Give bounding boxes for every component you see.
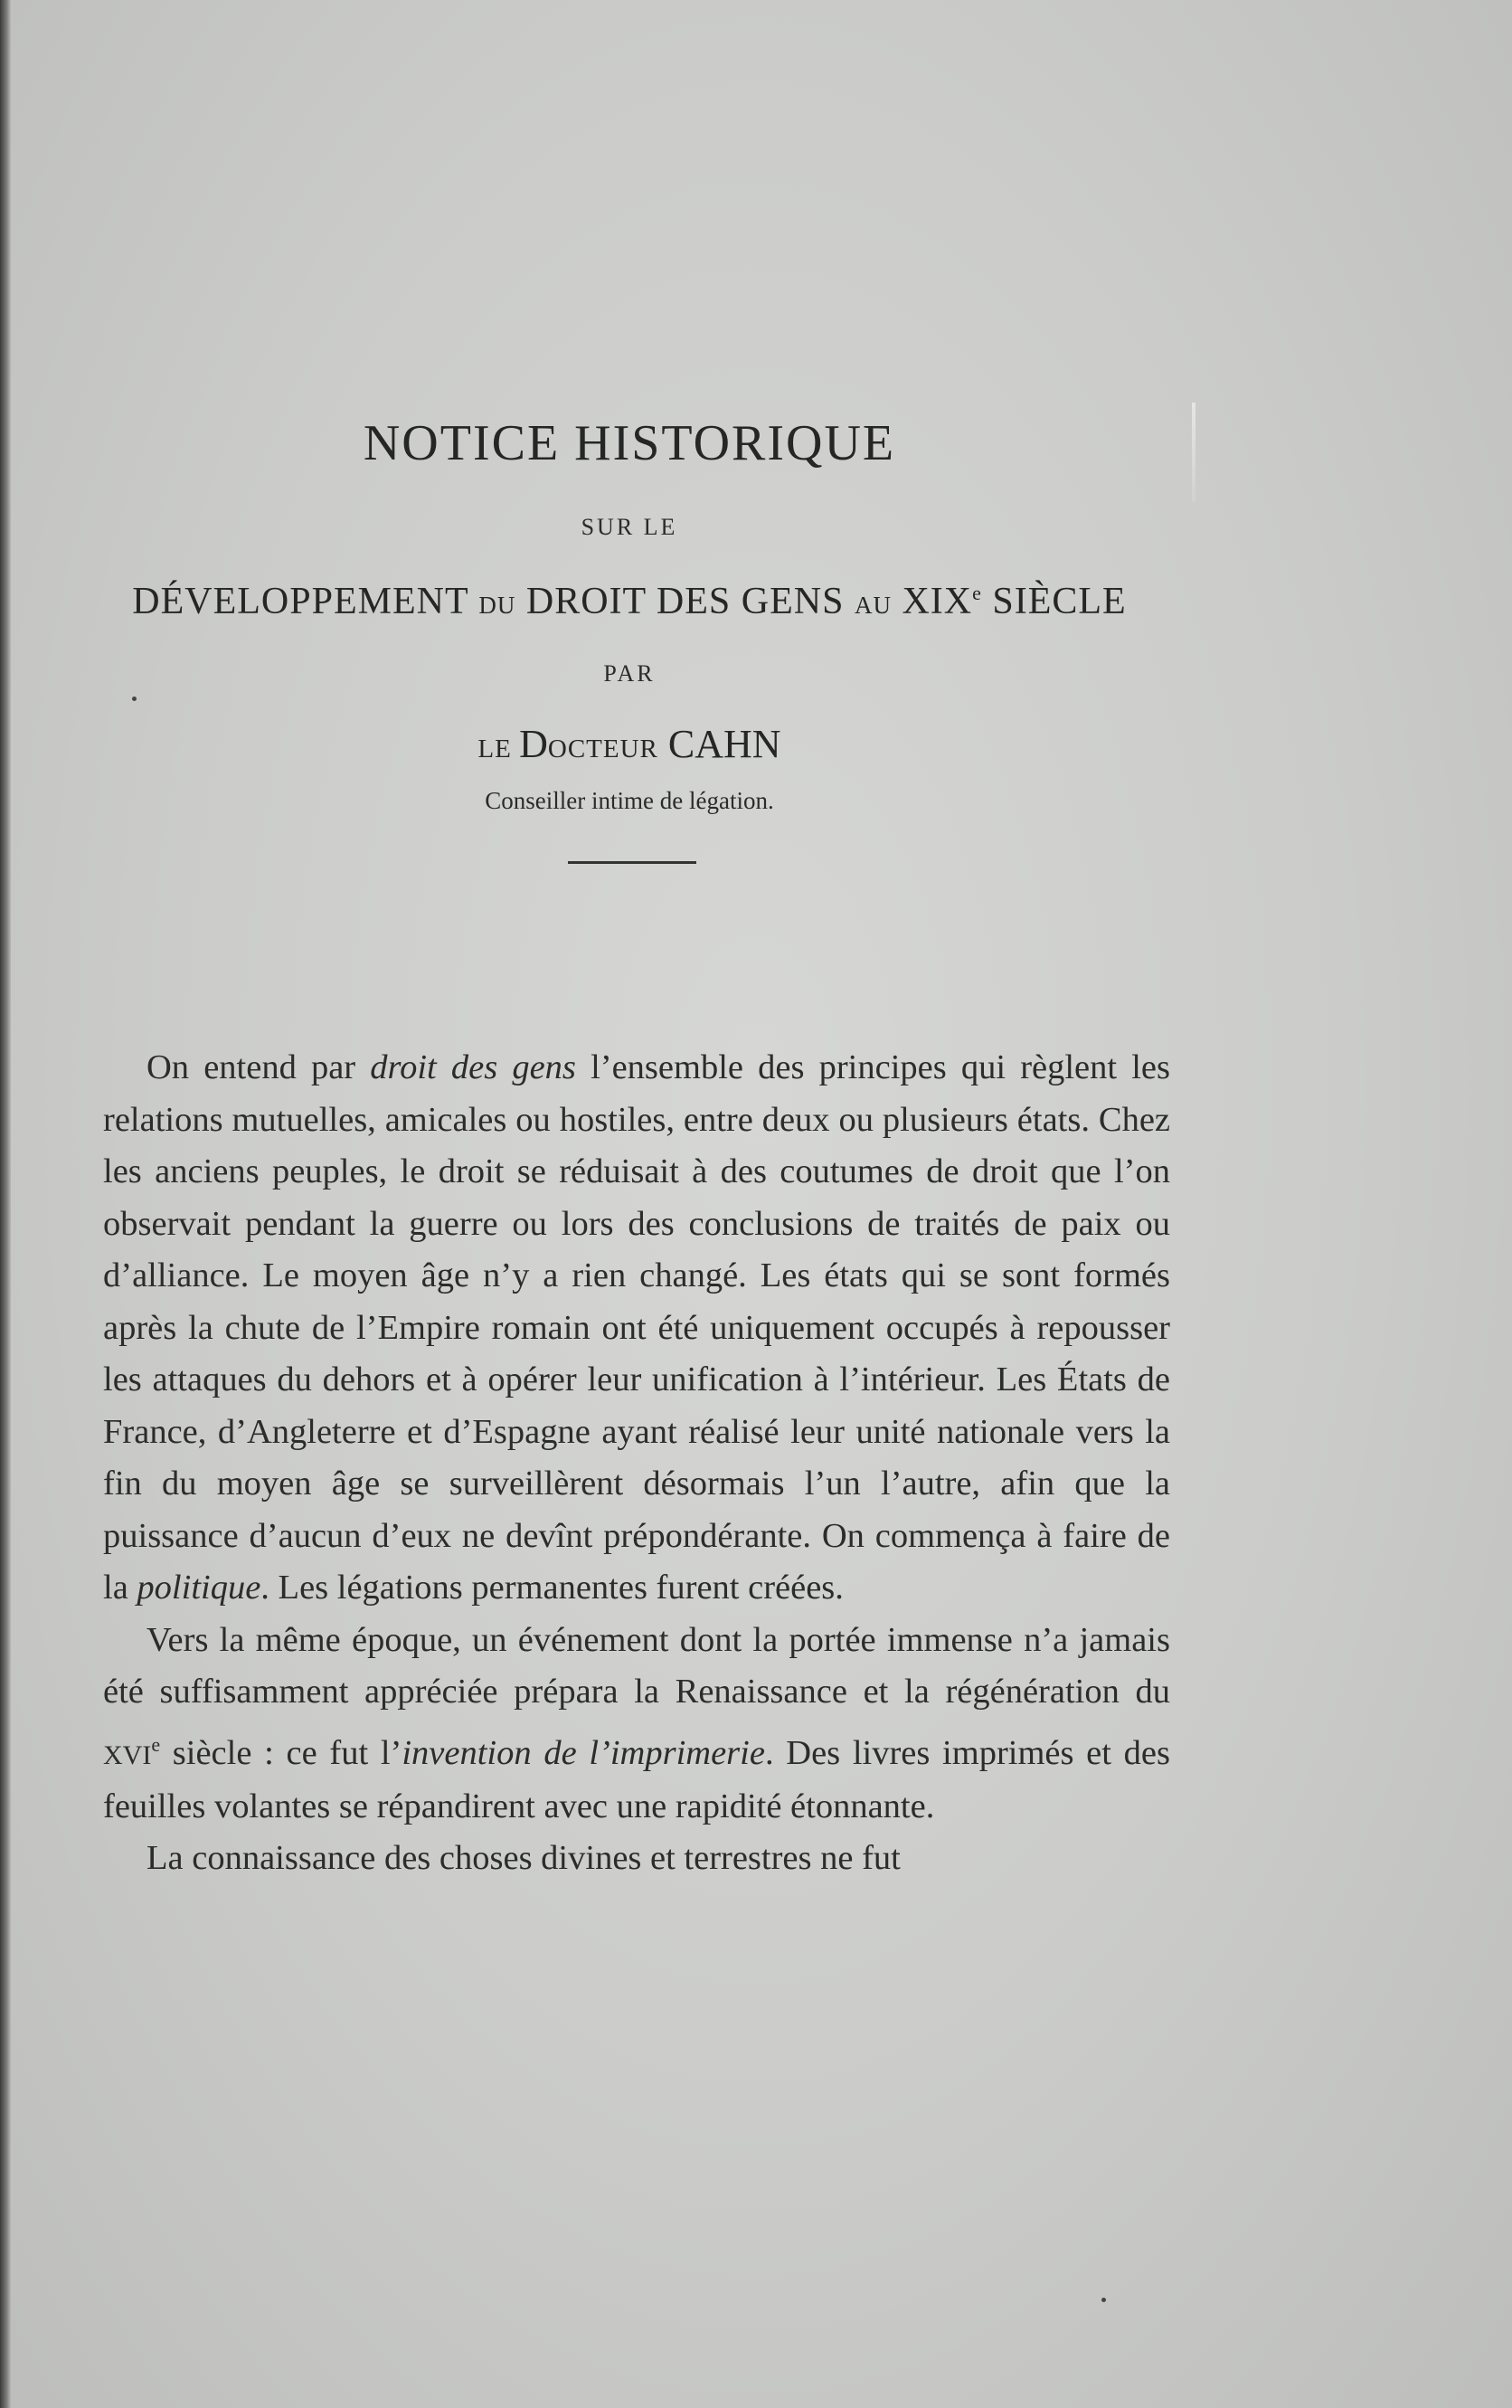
par-line: PAR — [603, 660, 656, 687]
author-name: CAHN — [657, 722, 781, 766]
century-numeral: XVI — [103, 1740, 152, 1770]
subtitle — [0, 568, 1259, 630]
body-text — [103, 1042, 1170, 1885]
text-run: Vers la même époque, un événement dont la portée immense n’a jamais été suffisamment appréciée prépara la Renaissance et la régénération du — [103, 1620, 1170, 1711]
text-run: l’ensemble des principes qui règlent les relations mutuelles, amicales ou hostiles, entre deux ou plusieurs états. Chez les anciens peuples, le droit se réduisait à des coutumes de droit que l’on observait pendant la guerre ou lors des conclusions de traités de paix ou d’alliance. Le moyen âge n’y a rien changé. Les états qui se sont formés après la chute de l’Empire romain ont été uniquement occupés à repousser les attaques du dehors et à opérer leur unification à l’intérieur. Les États de France, d’Angleterre et d’Espagne ayant réalisé leur unité nationale vers la fin du moyen âge se surveillèrent désormais l’un l’autre, afin que la puissance d’aucun d’eux ne devînt prépondérante. On commença à faire de la — [103, 1048, 1170, 1607]
century-superscript: e — [151, 1732, 161, 1756]
subtitle-part: DROIT DES GENS — [515, 581, 855, 622]
author-initial: D — [519, 722, 548, 766]
text-run: . Les légations permanentes furent créées. — [260, 1569, 844, 1607]
page-binding-shadow — [0, 0, 11, 2408]
author-affiliation: Conseiller intime de légation. — [485, 787, 774, 814]
author-title: OCTEUR — [547, 735, 658, 763]
paragraph-1 — [103, 1042, 1170, 1615]
page-title: NOTICE HISTORIQUE — [363, 415, 896, 471]
subtitle-part: SIÈCLE — [981, 581, 1127, 622]
author-le: LE — [477, 735, 520, 763]
text-run: siècle : ce fut l’ — [160, 1733, 402, 1772]
text-run: La connaissance des choses divines et terrestres ne fut — [146, 1839, 901, 1878]
text-run: On entend par — [146, 1048, 371, 1086]
subtitle-du: DU — [478, 592, 516, 619]
scan-speck — [1101, 2298, 1106, 2302]
subtitle-au: AU — [854, 592, 892, 619]
paragraph-2 — [103, 1615, 1170, 1834]
scan-speck — [132, 697, 137, 701]
text-run: . Des livres imprimés et des feuilles volantes se répandirent avec une rapidité étonnante. — [103, 1733, 1170, 1825]
italic-term: invention de l’imprimerie — [402, 1733, 765, 1772]
subtitle-superscript: e — [972, 582, 982, 604]
divider-rule — [568, 861, 696, 864]
author-line — [0, 719, 1259, 774]
subtitle-part: XIX — [891, 581, 973, 622]
italic-term: droit des gens — [370, 1048, 576, 1086]
italic-term: politique — [137, 1569, 261, 1607]
subtitle-part: DÉVELOPPEMENT — [132, 581, 479, 622]
paragraph-3 — [103, 1833, 1170, 1885]
sur-le-line: SUR LE — [581, 514, 678, 540]
